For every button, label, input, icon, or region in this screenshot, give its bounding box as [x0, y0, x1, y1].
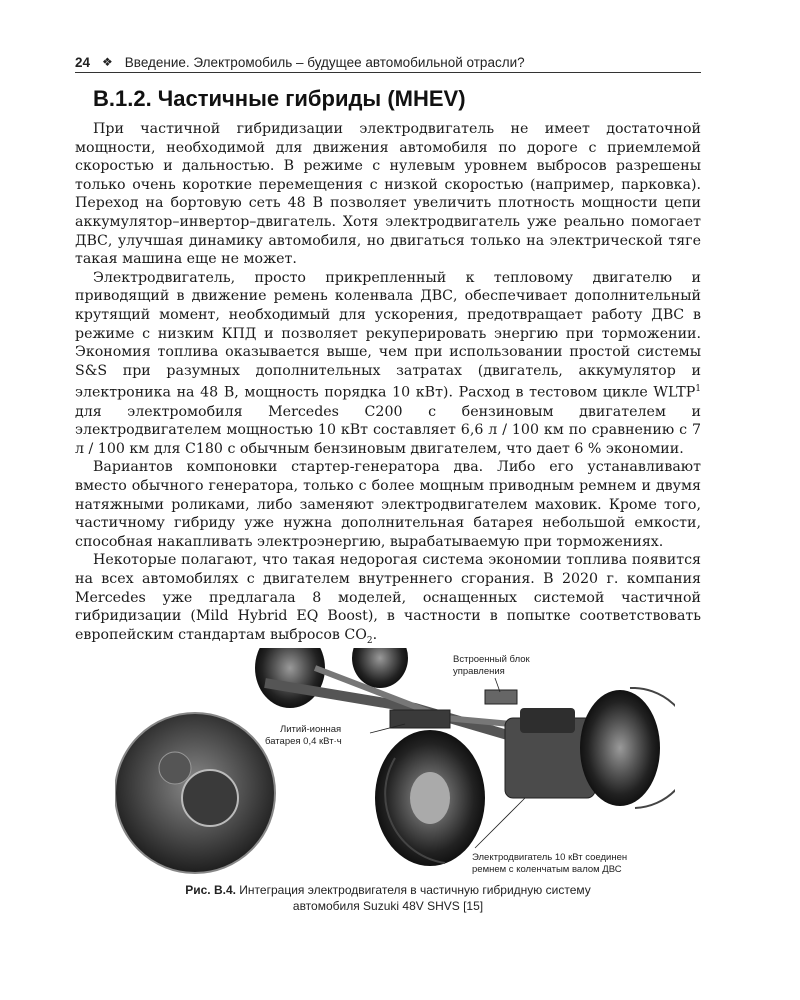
paragraph-4-start: Некоторые полагают, что такая недорогая система экономии топлива появится на всех автомобилях с двигателем внутреннего сгорания. В 2020 г. компания Mercedes уже предлагала 8 моделей, оснащенных системой частичной гибридизации (Mild Hybrid EQ Boost), в частности в попытке соответствовать европейским стандартам выбросов CO: [75, 552, 701, 643]
paragraph-2-start: Электродвигатель, просто прикрепленный к тепловому двигателю и приводящий в движение ремень коленвала ДВС, обеспечивает дополнительный крутящий момент, необходимый для ускорения, предотвращает работу ДВС в режиме с низким КПД и позволяет рекуперировать энергию при торможении. Экономия топлива оказывается выше, чем при использовании простой системы S&S при разумных дополнительных затратах (двигатель, аккумулятор и электроника на 48 В, мощность порядка 10 кВт). Расход в тестовом цикле WLTP: [75, 269, 701, 402]
engine-cover: [520, 708, 575, 733]
caption-line2: автомобиля Suzuki 48V SHVS [15]: [292, 899, 484, 913]
closeup-idler: [159, 752, 191, 784]
ornament-icon: ❖: [102, 55, 113, 69]
front-right-wheel: [580, 690, 660, 806]
paragraph-1: При частичной гибридизации электродвигатель не имеет достаточной мощности, необходимой для движения автомобиля по дороге с приемлемой скоростью и дальностью. В режиме с нулевым уровнем выбросов разрешены только очень короткие перемещения с низкой скоростью (например, парковка). Переход на бортовую сеть 48 В позволяет увеличить плотность мощности цепи аккумулятор–инвертор–двигатель. Хотя электродвигатель уже реально помогает ДВС, улучшая динамику автомобиля, но двигаться только на электрической тяге такая машина еще не может.: [75, 121, 701, 268]
control-unit-block: [485, 690, 517, 704]
label-battery-line2: батарея 0,4 кВт·ч: [265, 736, 342, 747]
closeup-pulley: [182, 770, 238, 826]
vehicle-chassis-illustration: [115, 648, 675, 878]
paragraph-4: [75, 551, 701, 650]
label-motor-line1: Электродвигатель 10 кВт соединен: [472, 852, 628, 863]
figure-suzuki-shvs: [115, 648, 675, 878]
section-title: В.1.2. Частичные гибриды (MHEV): [93, 86, 466, 111]
label-battery-line1: Литий-ионная: [280, 724, 342, 735]
label-motor-line2: ремнем с коленчатым валом ДВС: [472, 864, 622, 875]
page-number: 24: [75, 54, 91, 70]
footnote-mark: 1: [695, 384, 701, 395]
paragraph-4-end: .: [372, 626, 378, 643]
front-left-hub: [410, 772, 450, 824]
co2-subscript: 2: [366, 635, 373, 646]
paragraph-3: Вариантов компоновки стартер-генератора два. Либо его устанавливают вместо обычного генератора, только с более мощным приводным ремнем и двумя натяжными роликами, либо заменяют электродвигателем маховик. Кроме того, частичному гибриду уже нужна дополнительная батарея небольшой емкости, способная накапливать электроэнергию, вырабатываемую при торможениях.: [75, 459, 701, 550]
figure-caption: [75, 882, 701, 914]
caption-line1: Интеграция электродвигателя в частичную гибридную систему: [235, 883, 591, 897]
label-control-unit-line2: управления: [453, 666, 505, 677]
paragraph-2: [75, 269, 701, 459]
label-control-unit-line1: Встроенный блок: [453, 654, 530, 665]
running-title: Введение. Электромобиль – будущее автомобильной отрасли?: [124, 54, 525, 70]
rear-right-wheel: [352, 648, 408, 688]
caption-label: Рис. В.4.: [185, 883, 236, 897]
rear-left-wheel: [255, 648, 325, 708]
running-header: [75, 52, 701, 73]
body-text: [75, 120, 701, 650]
paragraph-2-end: для электромобиля Mercedes C200 с бензиновым двигателем и электродвигателем мощностью 10 кВт составляет 6,6 л / 100 км по сравнению с 7 л / 100 км для C180 с обычным бензиновым двигателем, что дает 6 % экономии.: [75, 403, 701, 457]
